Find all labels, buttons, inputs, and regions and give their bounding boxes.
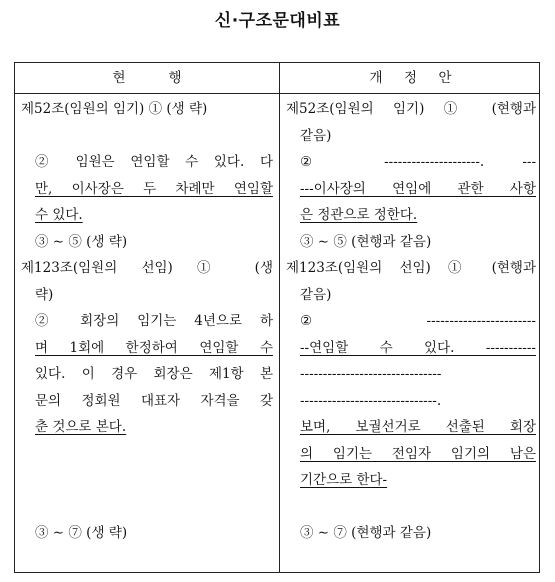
revised-line [286,388,536,415]
revised-line [286,96,536,123]
current-line-text: 제52조(임원의 임기) ① (생 략) [21,101,208,117]
current-line [21,96,273,123]
revised-line-text: ---이사장의 연임에 관한 사항 [300,180,536,197]
revised-line [286,494,536,521]
revised-line-text: --연임할 수 있다. ----------- [300,339,536,356]
revised-line-text: 기간으로 한다- [300,472,388,488]
revised-line-text: ② ------------------------ [300,313,536,329]
current-line-text: 문의 정회원 대표자 자격을 갖 [35,392,273,409]
revised-line [286,149,536,176]
current-line-text: ② 회장의 임기는 4년으로 하 [35,313,273,329]
current-line [21,414,273,441]
revised-line [286,202,536,229]
revised-line [286,255,536,282]
revised-line [286,308,536,335]
current-line [21,229,273,256]
revised-line-text: ------------------------------. [300,392,442,409]
revised-line-text: 같음) [300,127,332,144]
revised-line [286,441,536,468]
current-text-column [21,96,273,547]
current-line [21,149,273,176]
current-line [21,520,273,547]
current-line-text: 략) [35,286,54,303]
current-line [21,361,273,388]
comparison-table [14,62,540,573]
revised-line-text: 제52조(임원의 임기) ① (현행과 [286,101,536,117]
current-line-text: ③ ∼ ⑤ (생 략) [35,233,128,250]
revised-line [286,414,536,441]
header-revised: 개 정 안 [369,70,452,86]
revised-line [286,123,536,150]
current-line [21,494,273,521]
revised-line [286,467,536,494]
current-line-text: 춘 것으로 본다. [35,419,127,435]
current-line-text: 며 1회에 한정하여 연임할 수 [35,339,273,356]
current-line-text: ③ ∼ ⑦ (생 략) [35,525,128,541]
revised-line-text: 제123조(임원의 선임) ① (현행과 [286,260,536,276]
header-divider [15,93,539,94]
current-line [21,123,273,150]
revised-line-text: 같음) [300,286,332,303]
current-line-text: 만, 이사장은 두 차례만 연임할 [35,180,273,197]
current-line [21,176,273,203]
revised-line [286,335,536,362]
current-line [21,308,273,335]
current-line-text: 제123조(임원의 선임) ① (생 [21,260,273,276]
current-line [21,282,273,309]
revised-line-text: 보며, 보궐선거로 선출된 회장 [300,419,536,435]
revised-line [286,176,536,203]
revised-line-text: ② ---------------------. --- [300,154,536,170]
current-line-text: 있다. 이 경우 회장은 제1항 본 [35,366,273,382]
revised-line-text: 의 임기는 전임자 임기의 남은 [300,445,536,462]
current-line [21,255,273,282]
header-current: 현 행 [112,70,182,86]
current-line [21,388,273,415]
revised-line [286,361,536,388]
revised-line-text: ③ ∼ ⑤ (현행과 같음) [300,233,432,250]
revised-line-text: ③ ∼ ⑦ (현행과 같음) [300,525,432,541]
revised-line [286,229,536,256]
current-line [21,441,273,468]
current-line-text: 수 있다. [35,207,83,223]
document-title: 신·구조문대비표 [214,11,341,31]
column-divider [279,63,280,572]
revised-line-text: ------------------------------- [300,366,442,382]
current-line [21,335,273,362]
current-line [21,467,273,494]
revised-line-text: 은 정관으로 정한다. [300,207,418,223]
current-line-text: ② 임원은 연임할 수 있다. 다 [35,154,273,170]
revised-line [286,282,536,309]
revised-text-column [286,96,536,547]
current-line [21,202,273,229]
revised-line [286,520,536,547]
